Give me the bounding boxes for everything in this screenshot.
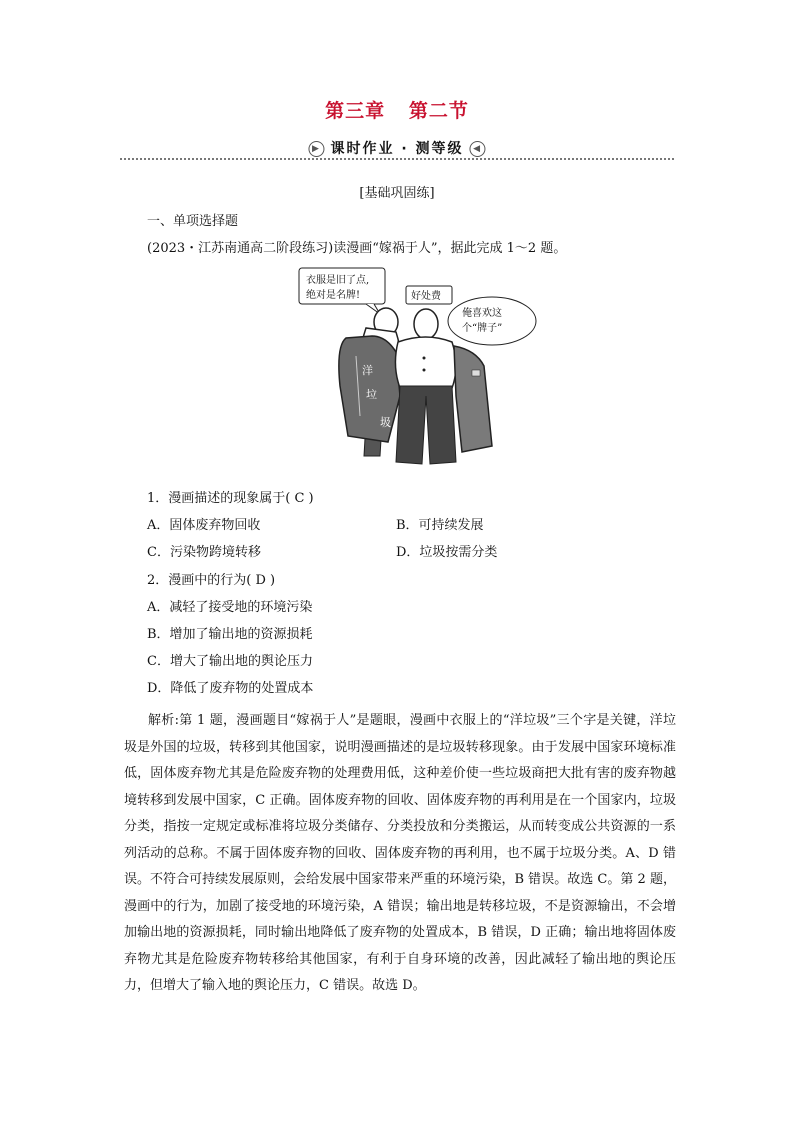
question-2-option-c: C．增大了输出地的舆论压力 xyxy=(147,654,313,669)
stout-man-figure xyxy=(395,309,456,464)
jacket-figure xyxy=(454,346,492,452)
coat-char-3: 圾 xyxy=(380,416,391,429)
coat-figure xyxy=(339,336,400,442)
question-1-option-c: C．污染物跨境转移 xyxy=(147,545,261,560)
section-title: [基础巩固练] xyxy=(359,186,435,201)
section-label: 第二节 xyxy=(408,100,469,122)
chapter-title xyxy=(0,96,794,123)
coat-char-1: 洋 xyxy=(362,364,373,377)
homework-header-band xyxy=(120,138,674,160)
question-1-option-b: B．可持续发展 xyxy=(396,518,484,533)
question-1-option-d: D．垃圾按需分类 xyxy=(396,545,498,560)
play-right-icon: ▶ xyxy=(308,141,324,157)
bubble-left-line-2: 绝对是名牌! xyxy=(306,290,361,301)
question-2-stem: 2．漫画中的行为( D ) xyxy=(147,573,276,588)
analysis-paragraph: 解析:第 1 题，漫画题目“嫁祸于人”是题眼，漫画中衣服上的“洋垃圾”三个字是关键，洋垃圾是外国的垃圾，转移到其他国家，说明漫画描述的是垃圾转移现象。由于发展中国家环境标准低，固体废弃物尤其是危险废弃物的处理费用低，这种差价使一些垃圾商把大批有害的废弃物越境转移到发展中国家，C 正确。固体废弃物的回收、固体废弃物的再利用是在一个国家内，垃圾分类，指按一定规定或标准将垃圾分类储存、分类投放和分类搬运，从而转变成公共资源的一系列活动的总称。不属于固体废弃物的回收、固体废弃物的再利用，也不属于垃圾分类。A、D 错误。不符合可持续发展原则，会给发展中国家带来严重的环境污染，B 错误。故选 C。第 2 题，漫画中的行为，加剧了接受地的环境污染，A 错误；输出地是转移垃圾，不是资源输出，不会增加输出地的资源损耗，同时输出地降低了废弃物的处置成本，B 错误，D 正确；输出地将固体废弃物尤其是危险废弃物转移给其他国家，有利于自身环境的改善，因此减轻了输出地的舆论压力，但增大了输入地的舆论压力，C 错误。故选 D。 xyxy=(124,713,676,993)
bubble-right-line-1: 俺喜欢这 xyxy=(462,308,502,319)
homework-label: ▶ 课时作业 · 测等级 ◀ xyxy=(294,138,499,158)
coat-char-2: 垃 xyxy=(366,388,377,401)
part-title: 一、单项选择题 xyxy=(147,214,239,229)
question-1-stem: 1．漫画描述的现象属于( C ) xyxy=(147,491,314,506)
chapter-label: 第三章 xyxy=(325,100,386,122)
bubble-left-line-1: 衣服是旧了点, xyxy=(306,275,370,286)
question-1-option-a: A．固体废弃物回收 xyxy=(147,518,261,533)
speech-bubble-right xyxy=(448,297,536,345)
question-2-option-d: D．降低了废弃物的处置成本 xyxy=(147,681,314,696)
comic-illustration xyxy=(296,266,542,474)
bubble-right-line-2: 个“牌子” xyxy=(462,323,503,334)
question-2-option-b: B．增加了输出地的资源损耗 xyxy=(147,627,313,642)
question-intro: (2023・江苏南通高二阶段练习)读漫画“嫁祸于人”，据此完成 1～2 题。 xyxy=(147,241,567,256)
question-2-option-a: A．减轻了接受地的环境污染 xyxy=(147,600,313,615)
play-left-icon: ◀ xyxy=(470,141,486,157)
dotted-divider xyxy=(120,158,674,160)
bubble-mid-text: 好处费 xyxy=(411,291,441,302)
